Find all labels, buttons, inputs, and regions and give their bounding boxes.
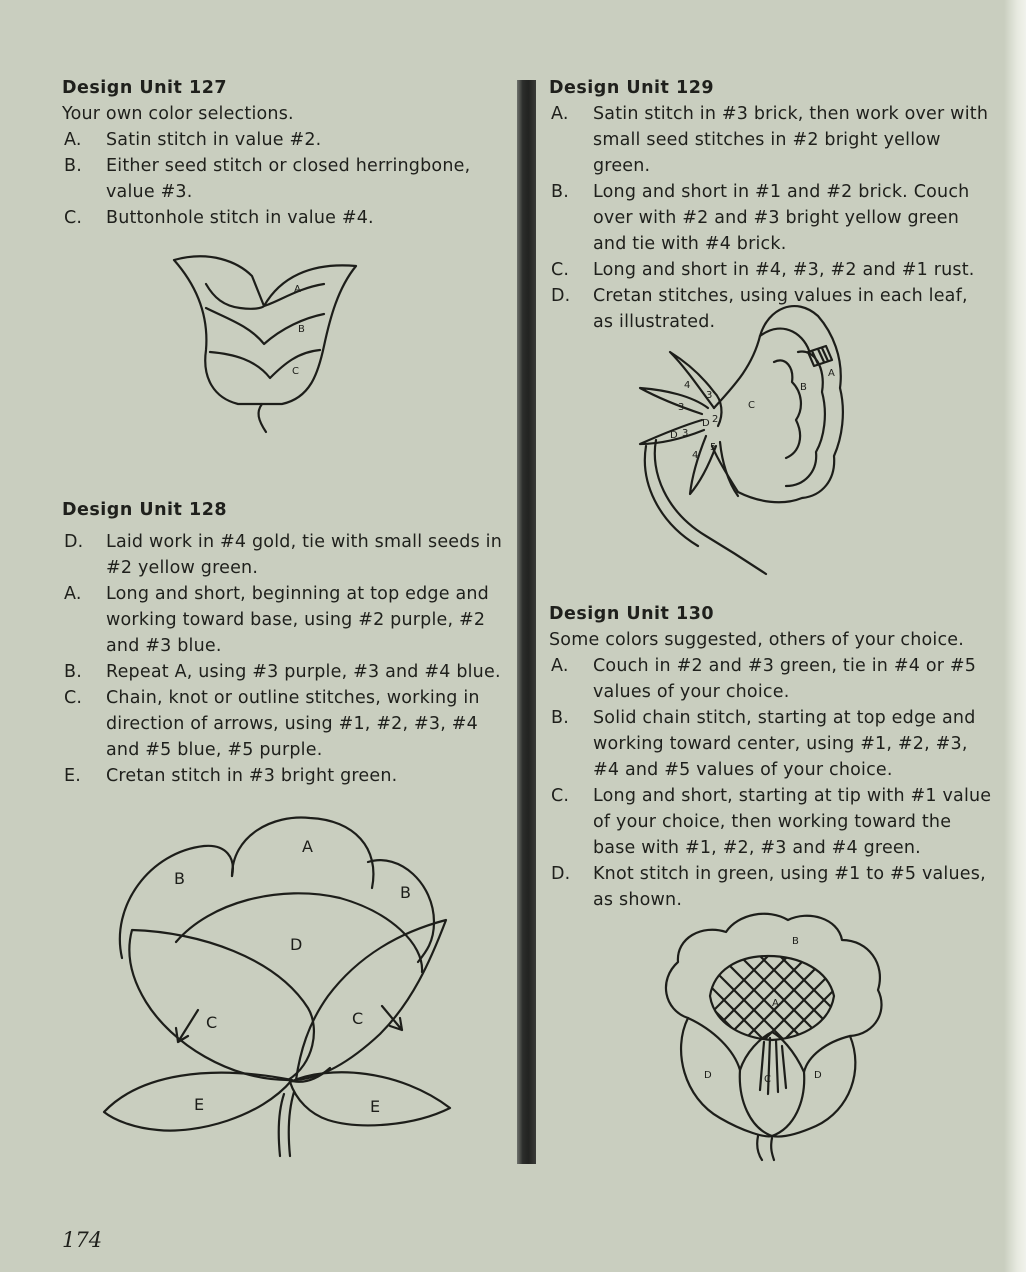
instruction-item (62, 153, 512, 205)
item-letter: B. (551, 708, 569, 728)
item-letter: C. (551, 786, 570, 806)
item-letter: C. (551, 260, 570, 280)
item-letter: D. (551, 286, 571, 306)
item-letter: A. (64, 130, 82, 150)
flower-figure-129 (636, 296, 852, 576)
instruction-item (549, 101, 992, 179)
instruction-item (549, 861, 992, 913)
unit-intro: Your own color selections. (62, 104, 294, 124)
instruction-item (62, 205, 512, 231)
item-text: Repeat A, using #3 purple, #3 and #4 blue. (106, 662, 501, 682)
unit-title: Design Unit 129 (549, 78, 715, 98)
instruction-item (549, 705, 992, 783)
item-text: Couch in #2 and #3 green, tie in #4 or #5 values of your choice. (593, 656, 977, 702)
figure-label: A (302, 837, 313, 856)
figure-label: C (764, 1074, 771, 1085)
item-text: Either seed stitch or closed herringbone, value #3. (106, 156, 471, 202)
figure-label: C (292, 366, 299, 377)
instruction-item (62, 581, 512, 659)
unit-title: Design Unit 130 (549, 604, 715, 624)
figure-label: E (370, 1097, 381, 1116)
item-letter: E. (64, 766, 82, 786)
item-letter: C. (64, 688, 83, 708)
design-unit-130 (549, 601, 992, 913)
instruction-item (549, 653, 992, 705)
instruction-item (62, 127, 512, 153)
unit-title: Design Unit 127 (62, 78, 228, 98)
item-letter: C. (64, 208, 83, 228)
page-edge-shadow (1004, 0, 1026, 1272)
item-letter: A. (551, 104, 569, 124)
item-text: Satin stitch in #3 brick, then work over with small seed stitches in #2 bright yellow green. (593, 104, 989, 176)
page-number: 174 (62, 1228, 103, 1252)
figure-label: C (748, 400, 755, 411)
instruction-item (62, 763, 512, 789)
design-unit-128 (62, 497, 512, 789)
item-text: Satin stitch in value #2. (106, 130, 322, 150)
item-text: Long and short, beginning at top edge and working toward base, using #2 purple, #2 and #3 blue. (106, 584, 489, 656)
figure-label: B (298, 324, 305, 335)
figure-label: B (400, 883, 411, 902)
figure-label: B (792, 936, 799, 947)
column-divider (517, 80, 536, 1164)
item-letter: B. (551, 182, 569, 202)
item-text: Knot stitch in green, using #1 to #5 values, as shown. (593, 864, 986, 910)
item-text: Cretan stitch in #3 bright green. (106, 766, 398, 786)
item-text: Long and short, starting at tip with #1 value of your choice, then working toward the base with #1, #2, #3 and #4 green. (593, 786, 992, 858)
figure-label: A (828, 368, 835, 379)
figure-label: 4 (692, 450, 699, 461)
instruction-item (549, 179, 992, 257)
instruction-item (549, 783, 992, 861)
item-text: Chain, knot or outline stitches, working in direction of arrows, using #1, #2, #3, #4 and #5 blue, #5 purple. (106, 688, 480, 760)
item-letter: B. (64, 662, 82, 682)
figure-label: C (206, 1013, 218, 1032)
figure-label: B (174, 869, 185, 888)
figure-label: A (772, 998, 779, 1009)
item-text: Solid chain stitch, starting at top edge and working toward center, using #1, #2, #3, #4 and #5 values of your choice. (593, 708, 976, 780)
figure-label: 3 (678, 402, 685, 413)
instruction-item (62, 685, 512, 763)
figure-label: 4 (684, 380, 691, 391)
unit-title: Design Unit 128 (62, 500, 228, 520)
figure-label: C (352, 1009, 364, 1028)
item-letter: A. (64, 584, 82, 604)
flower-figure-128 (100, 812, 480, 1158)
item-text: Laid work in #4 gold, tie with small seeds in #2 yellow green. (106, 532, 503, 578)
instruction-item (62, 659, 512, 685)
item-text: Cretan stitches, using values in each leaf, as illustrated. (593, 286, 968, 332)
item-letter: D. (64, 532, 84, 552)
figure-label: D (704, 1070, 712, 1081)
item-letter: D. (551, 864, 571, 884)
instruction-item (62, 529, 512, 581)
figure-label: D (670, 430, 678, 441)
flower-figure-130 (654, 910, 894, 1160)
item-text: Long and short in #4, #3, #2 and #1 rust. (593, 260, 975, 280)
figure-label: D (290, 935, 303, 954)
figure-label: 5 (710, 442, 717, 453)
item-text: Long and short in #1 and #2 brick. Couch over with #2 and #3 bright yellow green and tie with #4 brick. (593, 182, 970, 254)
figure-label: B (800, 382, 807, 393)
unit-intro: Some colors suggested, others of your choice. (549, 630, 965, 650)
figure-label: 3 (682, 428, 689, 439)
figure-label: 3 (706, 390, 713, 401)
figure-label: A (294, 284, 301, 295)
design-unit-127 (62, 75, 512, 231)
item-text: Buttonhole stitch in value #4. (106, 208, 374, 228)
item-letter: B. (64, 156, 82, 176)
figure-label: E (194, 1095, 205, 1114)
figure-label: 2 (712, 414, 719, 425)
tulip-figure-127 (170, 248, 360, 438)
figure-label: D (814, 1070, 822, 1081)
figure-label: D (702, 418, 710, 429)
instruction-item (549, 257, 992, 283)
item-letter: A. (551, 656, 569, 676)
